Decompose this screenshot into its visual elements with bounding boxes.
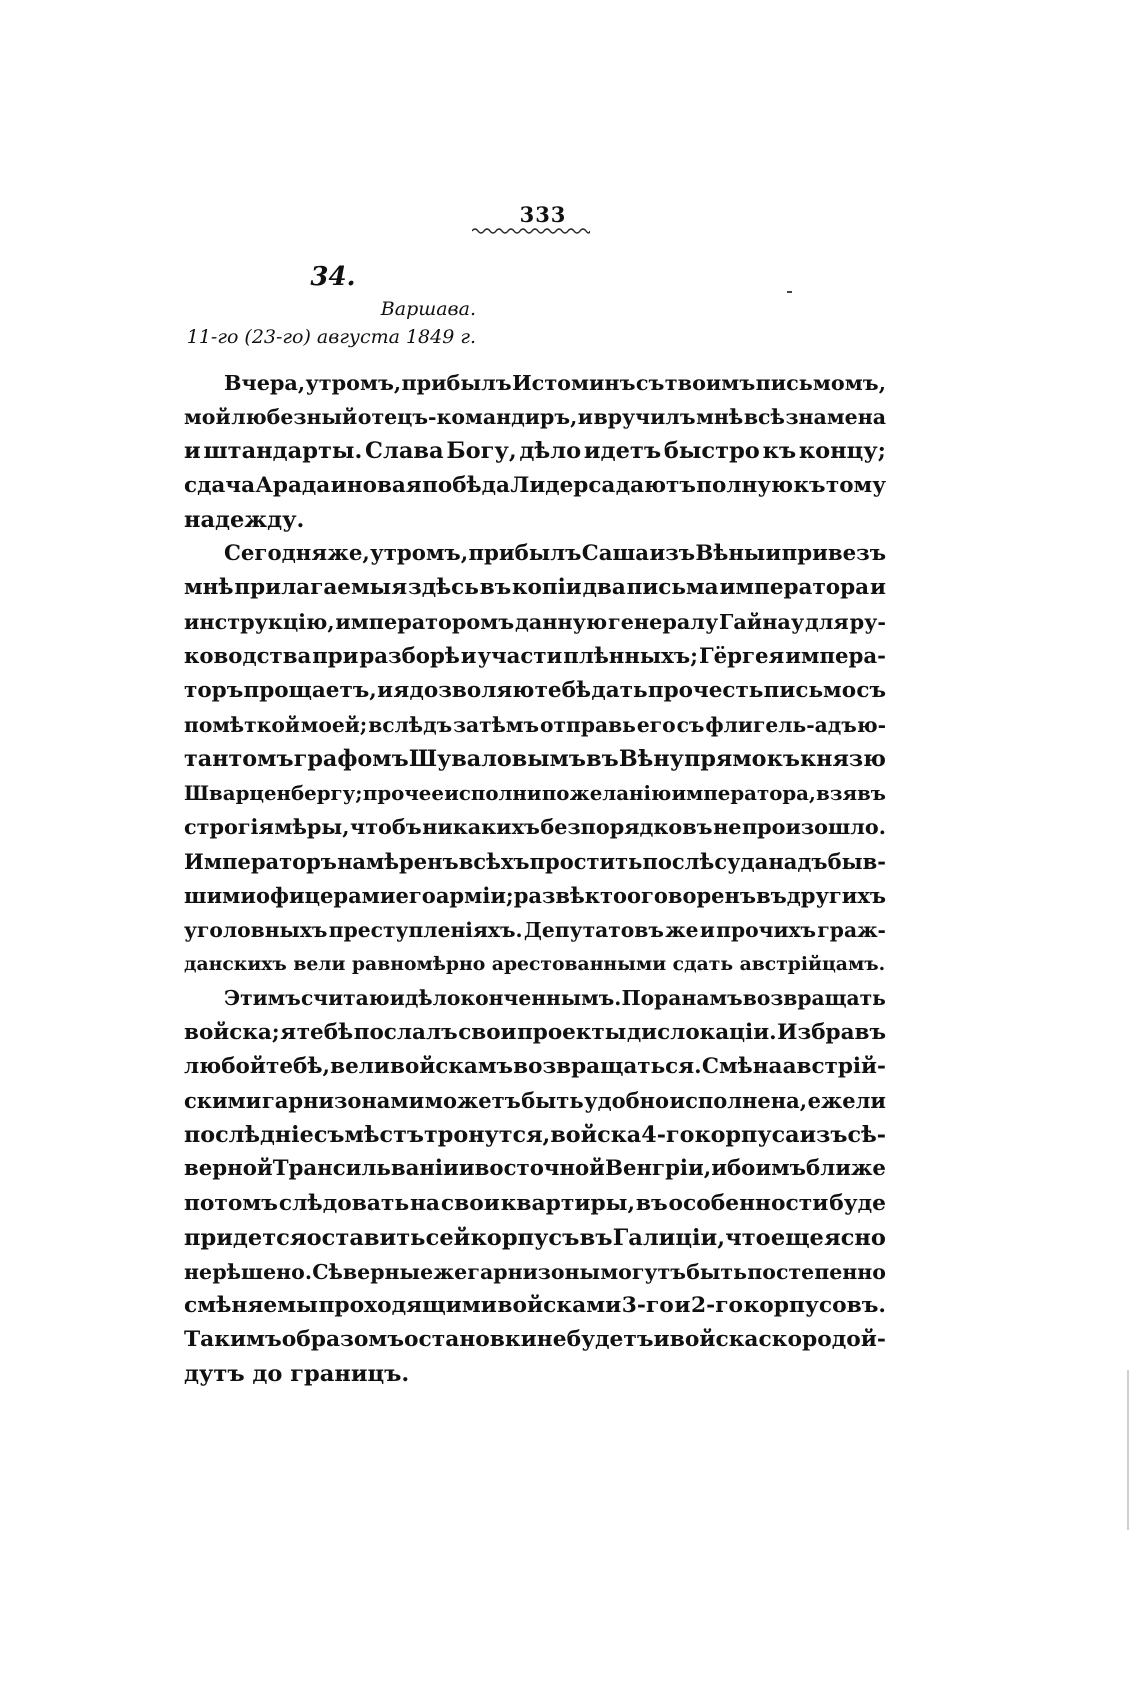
letter-body <box>184 366 886 1392</box>
text-line <box>184 742 886 776</box>
text-line <box>184 537 886 571</box>
word: утромъ, <box>370 540 469 566</box>
word: исполни <box>444 781 542 806</box>
word: въ <box>635 1190 668 1216</box>
text-line-content <box>184 1255 886 1289</box>
word: тантомъ <box>184 746 294 773</box>
word: тебѣ, <box>266 1053 330 1079</box>
word: корпусъ <box>470 1224 580 1251</box>
word: и <box>377 677 394 703</box>
word: взявъ <box>816 781 886 806</box>
word: войска <box>550 1122 642 1149</box>
word: свои <box>458 1019 517 1045</box>
word: съ <box>313 1122 345 1149</box>
word: съ <box>856 677 886 703</box>
word: шими <box>184 882 256 908</box>
word: инструкцію, <box>184 610 335 635</box>
word: произошло. <box>741 815 886 840</box>
text-line <box>184 400 886 434</box>
word: тебѣ <box>296 1019 354 1045</box>
word: имъ <box>755 1156 806 1182</box>
word: даютъ <box>615 472 696 498</box>
text-line <box>184 845 886 879</box>
word: войска <box>669 1327 759 1353</box>
word: придется <box>184 1224 307 1251</box>
word: и <box>389 986 405 1011</box>
word: же <box>433 1259 468 1284</box>
word: любезный <box>231 405 358 430</box>
word: буде <box>829 1190 886 1216</box>
text-line <box>184 1050 886 1084</box>
word: удобно <box>584 1087 669 1113</box>
text-line-content <box>184 913 886 947</box>
word: быть <box>521 1087 584 1113</box>
word: мой <box>184 405 231 430</box>
word: послалъ <box>353 1019 458 1045</box>
text-line-content <box>184 845 886 879</box>
word: другихъ <box>786 882 886 908</box>
word: считаю <box>300 986 390 1011</box>
word: съ <box>635 371 665 395</box>
word: войска; <box>184 1019 280 1045</box>
word: послѣ <box>642 848 715 874</box>
text-line <box>184 947 886 981</box>
word: затѣмъ <box>453 712 540 737</box>
word: вручилъ <box>593 405 696 430</box>
word: графомъ <box>293 746 409 773</box>
word: Вѣны <box>695 540 766 566</box>
text-line-content <box>184 400 886 434</box>
word: твоимъ <box>664 371 756 395</box>
word: тому <box>825 472 886 498</box>
word: возвращаться. <box>513 1053 702 1079</box>
word: скоро <box>758 1327 832 1353</box>
word: мѣры, <box>274 815 350 840</box>
word: мнѣ <box>184 575 234 601</box>
word: и <box>869 575 886 601</box>
word: что <box>725 1224 771 1251</box>
word: восточной <box>474 1156 605 1182</box>
word: Лидерса <box>510 472 616 498</box>
word: торъ <box>184 677 244 703</box>
word: мнѣ <box>696 405 744 430</box>
text-line-content <box>184 1050 886 1084</box>
text-line-content <box>184 1152 886 1186</box>
text-line <box>184 571 886 605</box>
word: къ <box>762 438 797 465</box>
word: надъ <box>768 848 828 874</box>
word: не <box>713 815 742 840</box>
word: Гёргея <box>698 643 785 669</box>
word: постепенно <box>747 1259 886 1284</box>
text-line-content <box>184 571 886 605</box>
word: Такимъ <box>184 1327 282 1353</box>
word: отецъ-командиръ, <box>357 405 578 430</box>
word: слѣдовать <box>278 1190 410 1216</box>
word: императора, <box>671 781 816 806</box>
text-line <box>184 1255 886 1289</box>
word: ближе <box>806 1156 886 1182</box>
word: уголовныхъ <box>184 918 328 942</box>
word: я <box>280 1019 297 1045</box>
word: дѣло <box>519 438 582 465</box>
text-line <box>184 1084 886 1118</box>
text-line <box>184 1118 886 1152</box>
word: Избравъ <box>777 1019 886 1045</box>
word: его <box>395 882 436 908</box>
word: кто <box>584 882 627 908</box>
word: Императоръ <box>184 848 337 874</box>
word: прилагаемыя <box>234 575 408 601</box>
word: дозволяю <box>409 677 535 703</box>
word: можетъ <box>424 1087 521 1113</box>
word: генералу <box>608 610 719 635</box>
word: идетъ <box>583 438 662 465</box>
word: не <box>184 1259 213 1284</box>
word: Депутатовъ <box>523 918 664 942</box>
word: знамена <box>785 405 886 430</box>
word: князю <box>800 746 886 773</box>
word: Гайнау <box>719 610 805 635</box>
text-line <box>184 1152 886 1186</box>
word: съ <box>676 712 705 737</box>
word: всѣ <box>743 405 785 430</box>
word: потомъ <box>184 1190 278 1216</box>
text-line <box>184 605 886 639</box>
text-line-content <box>184 1118 886 1152</box>
word: и <box>577 405 593 430</box>
word: офицерами <box>256 882 396 908</box>
text-line-content <box>184 742 886 776</box>
text-line <box>184 503 886 537</box>
word: Сѣверные <box>312 1259 434 1284</box>
word: возвращать <box>742 986 886 1011</box>
letter-place: Варшава. <box>380 298 476 320</box>
word: сдача <box>184 472 256 498</box>
word: на <box>410 1190 441 1216</box>
word: импера- <box>785 643 886 669</box>
scan-edge-line <box>1127 1370 1129 1530</box>
word: копіи <box>511 575 582 601</box>
word: оговоренъ <box>627 882 757 908</box>
word: дать <box>591 677 648 703</box>
word: простить <box>529 848 643 874</box>
text-line <box>184 1357 886 1391</box>
text-line-content: данскихъ вели равномѣрно арестованными сдать австрійцамъ. <box>184 953 886 976</box>
text-line <box>184 776 886 810</box>
word: и <box>765 540 782 566</box>
word: дой- <box>831 1327 886 1353</box>
word: въ <box>479 575 512 601</box>
letter-number: 34. <box>310 262 356 292</box>
word: помѣткой <box>184 712 300 737</box>
text-line-content <box>184 674 886 708</box>
word: Слава <box>365 438 444 465</box>
word: послѣдніе <box>184 1122 314 1149</box>
word: моей; <box>300 712 368 737</box>
text-line-content <box>184 776 886 810</box>
word: въ <box>579 1224 613 1251</box>
word: Шуваловымъ <box>408 746 586 773</box>
word: чтобъ <box>350 815 422 840</box>
word: прочихъ <box>716 918 817 942</box>
word: быв- <box>827 848 886 874</box>
text-line <box>184 1016 886 1050</box>
text-line <box>184 1323 886 1357</box>
word: конченнымъ. <box>460 986 622 1011</box>
word: исполнена, <box>669 1087 808 1113</box>
word: въ <box>586 746 619 773</box>
word: концу; <box>798 438 886 465</box>
word: гарнизонами <box>261 1087 425 1113</box>
word: дѣло <box>404 986 461 1011</box>
word: Сегодня <box>224 540 328 566</box>
word: остановки <box>404 1327 537 1353</box>
text-line-content <box>224 537 886 571</box>
wavy-rule-ornament <box>472 226 590 236</box>
word: корпусовъ. <box>743 1293 886 1319</box>
word: проекты <box>517 1019 627 1045</box>
word: строгія <box>184 815 274 840</box>
word: императоромъ <box>335 610 515 635</box>
word: прибылъ <box>401 371 512 395</box>
word: привезъ <box>781 540 886 566</box>
word: граж- <box>817 918 886 942</box>
word: и <box>460 643 477 669</box>
word: корпуса <box>694 1122 800 1149</box>
word: я <box>393 677 410 703</box>
word: изъ <box>799 1122 848 1149</box>
word: никакихъ <box>422 815 540 840</box>
text-line-content <box>184 640 886 674</box>
word: полную <box>696 472 794 498</box>
word: Саша <box>581 540 650 566</box>
text-line <box>184 981 886 1015</box>
word: ежели <box>807 1087 886 1113</box>
word: прямо <box>684 746 767 773</box>
word: Вѣну <box>618 746 684 773</box>
word: плѣнныхъ; <box>563 643 698 669</box>
word: Арада <box>255 472 331 498</box>
word: смѣняемы <box>184 1293 318 1319</box>
word: быть <box>686 1259 748 1284</box>
text-line <box>184 674 886 708</box>
text-line-content <box>184 469 886 503</box>
word: ясно <box>824 1224 886 1251</box>
text-line-content <box>184 810 886 844</box>
word: сѣ- <box>847 1122 886 1149</box>
word: Богу, <box>446 438 517 465</box>
word: верной <box>184 1156 273 1182</box>
word: Истоминъ <box>512 371 636 395</box>
word: и <box>653 1327 670 1353</box>
word: вели <box>330 1053 390 1079</box>
word: 2-го <box>691 1293 744 1319</box>
word: мѣстъ <box>344 1122 424 1149</box>
word: проходящими <box>318 1293 497 1319</box>
word: суда <box>714 848 769 874</box>
text-line-content <box>224 981 886 1015</box>
word: развѣ <box>513 882 585 908</box>
word: войсками <box>497 1293 622 1319</box>
word: Пора <box>621 986 682 1011</box>
word: прощаетъ, <box>243 677 377 703</box>
letter-date: 11-го (23-го) августа 1849 г. <box>186 326 476 348</box>
word: къ <box>793 472 826 498</box>
word: при <box>312 643 359 669</box>
word: преступленіяхъ. <box>328 918 523 942</box>
word: тронутся, <box>424 1122 551 1149</box>
word: изъ <box>649 540 696 566</box>
text-line-content <box>184 1323 886 1357</box>
text-line-content <box>224 366 886 400</box>
word: 4-го <box>641 1122 695 1149</box>
text-line-content <box>184 605 886 639</box>
word: разборѣ <box>359 643 460 669</box>
word: еще <box>770 1224 824 1251</box>
word: штандарты. <box>203 438 363 465</box>
word: ру- <box>849 610 886 635</box>
text-line <box>184 640 886 674</box>
word: 3-го <box>621 1293 674 1319</box>
word: здѣсь <box>407 575 479 601</box>
word: и <box>330 472 347 498</box>
word: особенности <box>668 1190 829 1216</box>
text-line-content <box>184 1187 886 1221</box>
word: два <box>582 575 626 601</box>
word: данную <box>514 610 608 635</box>
word: Шварценбергу; <box>184 781 363 806</box>
word: утромъ, <box>305 371 402 395</box>
word: тебѣ <box>534 677 592 703</box>
text-line-content <box>184 1221 886 1255</box>
word: Смѣна <box>701 1053 783 1079</box>
text-line <box>184 708 886 742</box>
word: отправь <box>539 712 636 737</box>
word: австрій- <box>782 1053 886 1079</box>
word: безпорядковъ <box>540 815 713 840</box>
word: гарнизоны <box>467 1259 601 1284</box>
text-line <box>184 1187 886 1221</box>
word: и <box>674 1293 691 1319</box>
word: его <box>636 712 676 737</box>
word: могутъ <box>600 1259 686 1284</box>
word: намѣренъ <box>337 848 459 874</box>
word: же, <box>327 540 370 566</box>
word: прочее <box>362 781 444 806</box>
word: войскамъ <box>390 1053 513 1079</box>
word: оставить <box>306 1224 426 1251</box>
word: флигель-адъю- <box>705 712 886 737</box>
word: для <box>804 610 849 635</box>
word: всѣхъ <box>458 848 530 874</box>
text-line <box>184 469 886 503</box>
word: по <box>541 781 570 806</box>
word: не <box>536 1327 567 1353</box>
text-line-content <box>184 1084 886 1118</box>
word: и <box>184 438 201 465</box>
word: рѣшено. <box>212 1259 312 1284</box>
text-line-content <box>184 879 886 913</box>
word: намъ <box>681 986 743 1011</box>
word: скими <box>184 1087 262 1113</box>
word: свои <box>440 1190 500 1216</box>
text-line <box>184 810 886 844</box>
scan-speck <box>787 291 792 293</box>
word: вслѣдъ <box>368 712 453 737</box>
word: къ <box>766 746 800 773</box>
page-number: 333 <box>519 202 567 227</box>
text-line-content: дутъ до границъ. <box>184 1361 410 1388</box>
word: Галиціи, <box>612 1224 726 1251</box>
word: желанію <box>569 781 672 806</box>
word: ибо <box>711 1156 756 1182</box>
word: квартиры, <box>500 1190 636 1216</box>
text-line <box>184 913 886 947</box>
word: Венгріи, <box>605 1156 712 1182</box>
text-line <box>184 879 886 913</box>
word: образомъ <box>281 1327 405 1353</box>
word: Вчера, <box>224 371 306 395</box>
word: и <box>699 918 715 942</box>
word: письма <box>626 575 719 601</box>
word: дислокаціи. <box>626 1019 777 1045</box>
text-line <box>184 434 886 468</box>
text-line-content <box>184 708 886 742</box>
word: прибылъ <box>468 540 582 566</box>
word: ководства <box>184 643 312 669</box>
word: въ <box>756 882 787 908</box>
word: письмомъ, <box>755 371 886 395</box>
word: письмо <box>763 677 857 703</box>
text-line <box>184 1289 886 1323</box>
text-line-content <box>184 1016 886 1050</box>
word: побѣда <box>422 472 510 498</box>
word: Трансильваніи <box>272 1156 459 1182</box>
word: участи <box>477 643 563 669</box>
word: императора <box>719 575 870 601</box>
word: прочесть <box>647 677 764 703</box>
word: новая <box>346 472 422 498</box>
word: же <box>665 918 699 942</box>
word: арміи; <box>435 882 514 908</box>
word: Этимъ <box>224 986 301 1011</box>
text-line-content <box>184 434 886 468</box>
text-line-content <box>184 1289 886 1323</box>
word: быстро <box>663 438 760 465</box>
word: любой <box>184 1053 266 1079</box>
word: сей <box>425 1224 471 1251</box>
text-line <box>184 1221 886 1255</box>
text-line-content: надежду. <box>184 506 305 533</box>
word: и <box>458 1156 475 1182</box>
word: будетъ <box>566 1327 654 1353</box>
text-line <box>184 366 886 400</box>
